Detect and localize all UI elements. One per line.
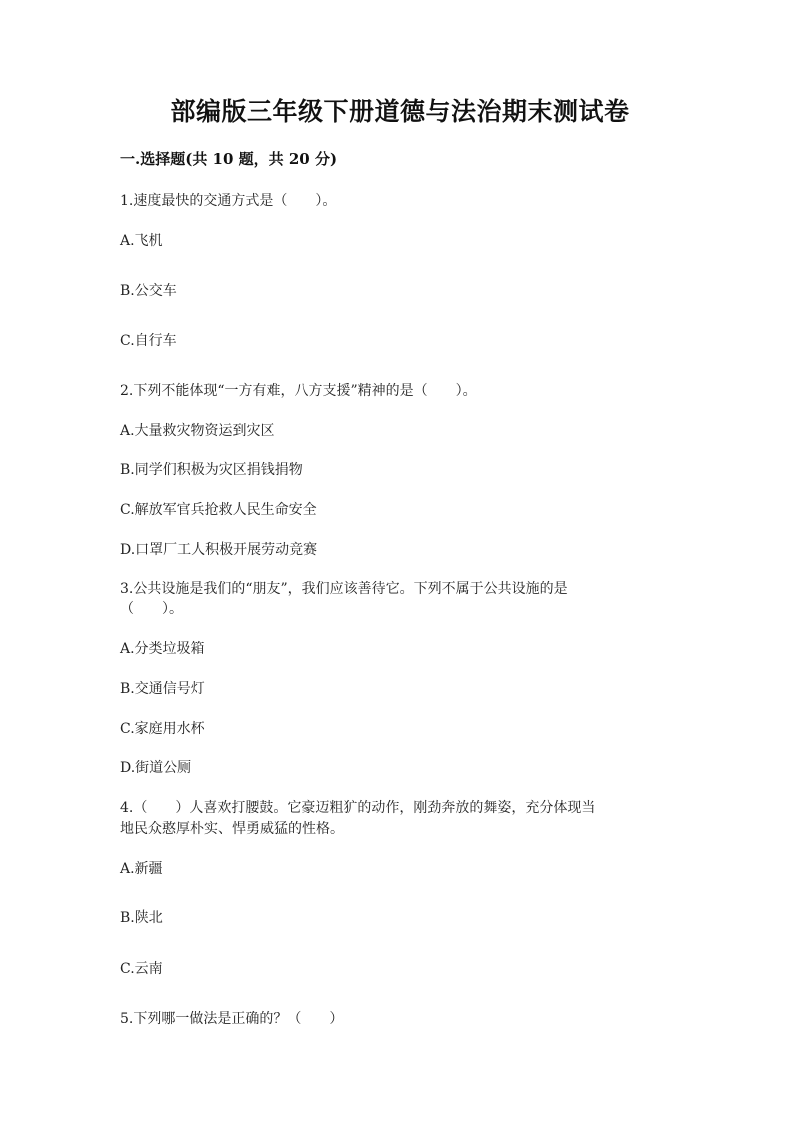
- question-2-option-c[interactable]: C.解放军官兵抢救人民生命安全: [120, 502, 317, 518]
- section-heading: 一.选择题(共 10 题，共 20 分): [120, 150, 338, 168]
- question-5-stem: 5.下列哪一做法是正确的？（ ）: [120, 1011, 344, 1027]
- question-3-stem-line-1: 3.公共设施是我们的“朋友”，我们应该善待它。下列不属于公共设施的是: [120, 581, 568, 597]
- question-4-stem-line-1: 4.（ ）人喜欢打腰鼓。它豪迈粗犷的动作，刚劲奔放的舞姿，充分体现当: [120, 800, 596, 816]
- question-1-option-b[interactable]: B.公交车: [120, 283, 177, 299]
- question-2-option-d[interactable]: D.口罩厂工人积极开展劳动竞赛: [120, 542, 318, 558]
- question-4-option-b[interactable]: B.陕北: [120, 910, 163, 926]
- question-4-option-c[interactable]: C.云南: [120, 961, 163, 977]
- question-1-option-a[interactable]: A.飞机: [120, 233, 163, 249]
- question-1-stem: 1.速度最快的交通方式是（ ）。: [120, 193, 337, 209]
- question-2-option-a[interactable]: A.大量救灾物资运到灾区: [120, 423, 275, 439]
- question-2-stem: 2.下列不能体现“一方有难，八方支援”精神的是（ ）。: [120, 383, 477, 399]
- question-3-option-a[interactable]: A.分类垃圾箱: [120, 641, 205, 657]
- question-3-option-b[interactable]: B.交通信号灯: [120, 681, 205, 697]
- page-title: 部编版三年级下册道德与法治期末测试卷: [170, 97, 630, 126]
- question-3-option-c[interactable]: C.家庭用水杯: [120, 721, 205, 737]
- question-1-option-c[interactable]: C.自行车: [120, 333, 177, 349]
- question-3-stem-line-2: （ ）。: [120, 601, 183, 617]
- question-4-stem-line-2: 地民众憨厚朴实、悍勇威猛的性格。: [120, 821, 344, 837]
- question-4-option-a[interactable]: A.新疆: [120, 861, 163, 877]
- question-2-option-b[interactable]: B.同学们积极为灾区捐钱捐物: [120, 462, 303, 478]
- question-3-option-d[interactable]: D.街道公厕: [120, 760, 192, 776]
